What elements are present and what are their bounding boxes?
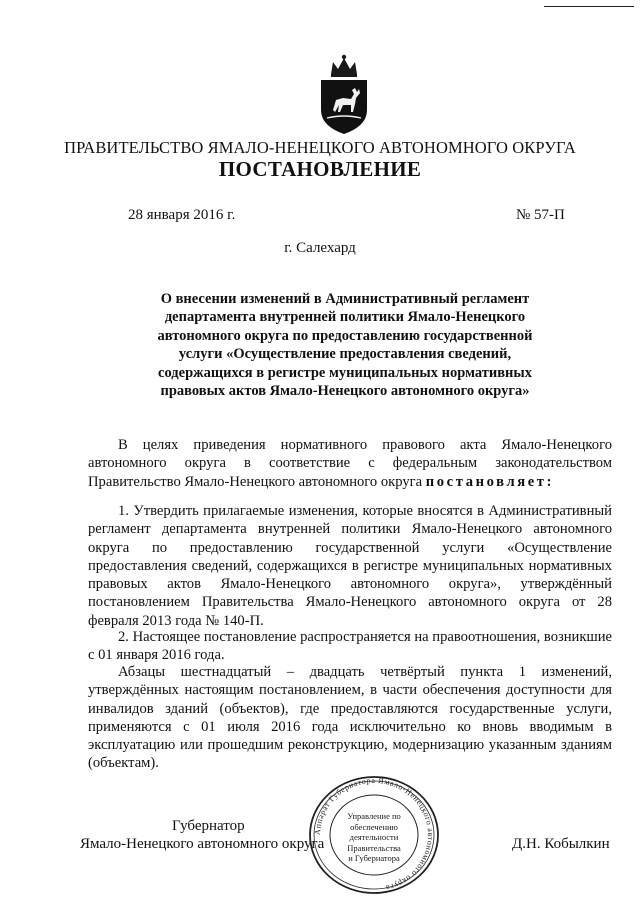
stamp-center-text bbox=[332, 811, 416, 864]
document-type: ПОСТАНОВЛЕНИЕ bbox=[218, 157, 422, 181]
coat-of-arms-icon bbox=[313, 52, 375, 136]
stamp-line: и Губернатора bbox=[348, 853, 400, 863]
signatory-title: Губернатор bbox=[172, 818, 245, 834]
intro-text: В целях приведения нормативного правового акта Ямало-Ненецкого автономного округа в соответствие с федеральным законодательством Правительство Ямало-Ненецкого автономного округа bbox=[88, 437, 612, 490]
document-number: № 57-П bbox=[516, 207, 565, 223]
resolves-word: постановляет: bbox=[425, 473, 555, 490]
intro-paragraph bbox=[88, 436, 612, 491]
stamp-ring-text: Аппарат Губернатора Ямало-Ненецкого автономного округа bbox=[312, 775, 436, 893]
top-rule bbox=[544, 6, 634, 7]
paragraph-3-text: Абзацы шестнадцатый – двадцать четвёртый пункта 1 изменений, утверждённых настоящим постановлением, в части обеспечения доступности для инвалидов зданий (объектов), где предоставляются государственные услуги, применяются с 01 июля 2016 года исключительно ко вновь вводимым в эксплуатацию или прошедшим реконструкцию, модернизацию указанным зданиям (объектам). bbox=[88, 664, 612, 772]
stamp-line: Управление по bbox=[347, 811, 401, 821]
item-2-paragraph bbox=[88, 628, 612, 665]
document-city: г. Салехард bbox=[284, 240, 356, 256]
document-subject: О внесении изменений в Административный регламент департамента внутренней политики Ямало-Ненецкого автономного округа по предоставлению государственной услуги «Осуществление предоставления сведений, содержащихся в регистре муниципальных нормативных правовых актов Ямало-Ненецкого автономного округа» bbox=[157, 291, 533, 400]
stamp-line: Правительства bbox=[347, 842, 401, 853]
signatory-name: Д.Н. Кобылкин bbox=[512, 836, 610, 852]
stamp-line: обеспечению bbox=[350, 821, 398, 832]
item-2-text: 2. Настоящее постановление распространяется на правоотношения, возникшие с 01 января 2016 года. bbox=[88, 629, 612, 664]
paragraph-3 bbox=[88, 663, 612, 773]
stamp-line: деятельности bbox=[349, 832, 399, 842]
government-title: ПРАВИТЕЛЬСТВО ЯМАЛО-НЕНЕЦКОГО АВТОНОМНОГО ОКРУГА bbox=[64, 138, 576, 157]
signatory-organization: Ямало-Ненецкого автономного округа bbox=[80, 836, 325, 852]
document-date: 28 января 2016 г. bbox=[128, 207, 236, 223]
item-1-paragraph bbox=[88, 502, 612, 630]
item-1-text: 1. Утвердить прилагаемые изменения, которые вносятся в Административный регламент департамента внутренней политики Ямало-Ненецкого автономного округа по предоставлению государственной услуги «Осуществление предоставления сведений, содержащихся в регистре муниципальных нормативных правовых актов Ямало-Ненецкого автономного округа», утверждённый постановлением Правительства Ямало-Ненецкого автономного округа от 28 февраля 2013 года № 140-П. bbox=[88, 503, 612, 629]
